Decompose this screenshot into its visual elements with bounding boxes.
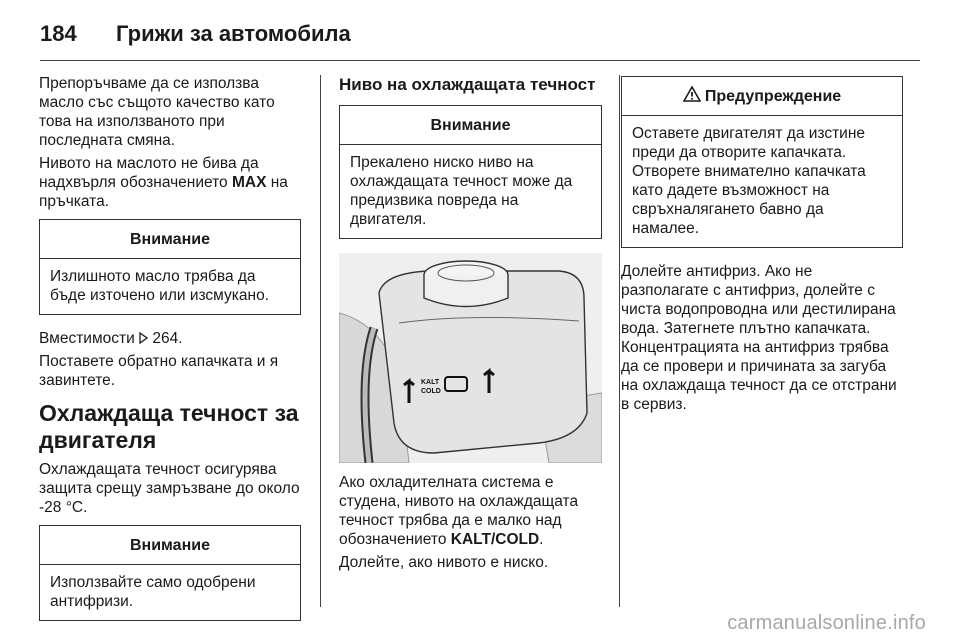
text: на пръчката.: [39, 174, 288, 210]
paragraph-top-up: Долейте, ако нивото е ниско.: [339, 554, 549, 571]
capacity-page-link[interactable]: 264.: [148, 330, 183, 347]
warning-header: [622, 77, 902, 116]
text: .: [539, 531, 544, 548]
header-divider: [40, 60, 920, 61]
notice-title: Внимание: [40, 526, 300, 565]
page-title: Грижи за автомобила: [116, 21, 351, 46]
notice-box-antifreeze: [39, 525, 301, 621]
paragraph-oil-recommendation: Препоръчваме да се използва масло със същото качество като това на използваното при последната смяна.: [39, 75, 275, 149]
arrow-reference-icon[interactable]: [139, 332, 148, 344]
paragraph-capacities: [39, 329, 301, 348]
max-mark: MAX: [231, 174, 267, 191]
column-divider-1: [320, 75, 321, 607]
notice-title: Внимание: [340, 106, 601, 145]
column-middle: [339, 74, 602, 576]
page-number: 184: [40, 21, 77, 46]
paragraph-cap-back: Поставете обратно капачката и я завинтете.: [39, 353, 279, 389]
notice-box-low-coolant: [339, 105, 602, 239]
subsection-title-coolant-level: Ниво на охлаждащата течност: [339, 75, 596, 94]
paragraph-antifreeze: Долейте антифриз. Ако не разполагате с антифриз, долейте с чиста водопроводна или дестилирана вода. Затегнете плътно капачката. Концентрацията на антифриз трябва да се провери и причината за загуба на охлаждаща течност да се отстрани в сервиз.: [621, 263, 897, 413]
kalt-cold-mark: KALT/COLD: [450, 531, 540, 548]
column-left: [39, 74, 301, 635]
text: Вместимости: [39, 330, 140, 347]
text: Нивото на маслото не бива да надхвърля обозначението: [39, 155, 259, 191]
section-title-coolant: Охлаждаща течност за двигателя: [39, 400, 299, 453]
watermark: carmanualsonline.info: [727, 612, 926, 634]
notice-text: Прекалено ниско ниво на охлаждащата течност може да предизвика повреда на двигателя.: [350, 154, 573, 228]
warning-triangle-icon: [683, 86, 701, 107]
svg-text:KALT: KALT: [421, 379, 440, 386]
notice-title: Внимание: [40, 220, 300, 259]
coolant-tank-drawing: [339, 253, 602, 463]
warning-title: Предупреждение: [704, 87, 842, 105]
warning-text: Оставете двигателят да изстине преди да отворите капачката. Отворете внимателно капачката като дадете възможност на свръхналягането бавно да намалее.: [632, 125, 866, 237]
notice-text: Използвайте само одобрени антифризи.: [50, 574, 256, 610]
paragraph-coolant-protection: Охлаждащата течност осигурява защита срещу замръзване до около -28 °C.: [39, 461, 300, 516]
paragraph-cold-level: [339, 473, 602, 549]
column-divider-2: [619, 75, 620, 607]
column-right: [621, 74, 903, 418]
coolant-tank-illustration: [339, 253, 602, 463]
notice-text: Излишното масло трябва да бъде източено или изсмукано.: [50, 268, 269, 304]
notice-box-oil: [39, 219, 301, 315]
page-header: [40, 14, 351, 54]
warning-box: [621, 76, 903, 248]
text: Ако охладителната система е студена, нивото на охлаждащата течност трябва да е малко над обозначението: [339, 474, 579, 548]
paragraph-oil-max: [39, 154, 301, 211]
svg-text:COLD: COLD: [421, 388, 441, 395]
